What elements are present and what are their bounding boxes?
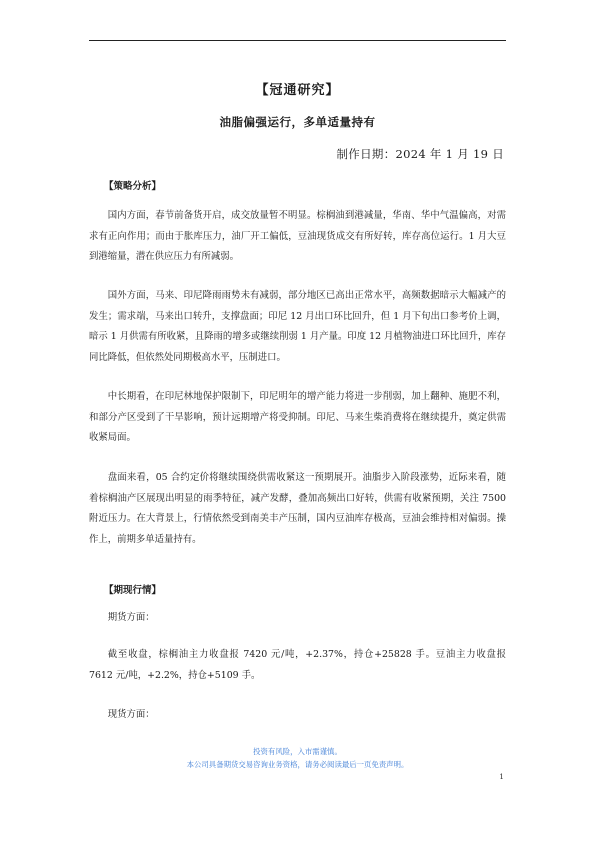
footer-risk-warning: 投资有风险，入市需谨慎。 <box>253 747 342 756</box>
report-title: 【冠通研究】 <box>255 83 340 98</box>
page-number: 1 <box>499 772 504 781</box>
strategy-paragraph-2: 国外方面，马来、印尼降雨雨势未有减弱，部分地区已高出正常水平，高频数据暗示大幅减产的发生；需求端，马来出口转升，支撑盘面；印尼 12 月出口环比回升，但 1 月下旬出口参考价上调，暗示 1 月供需有所收紧，且降雨的增多或继续削弱 1 月产量。印度 12 月植物油进口环比回升，库存同比降低，但依然处同期极高水平，压制进口。 <box>89 290 506 363</box>
section-heading-market: 【期现行情】 <box>104 585 162 596</box>
footer-disclaimer: 本公司具备期货交易咨询业务资格，请务必阅读最后一页免责声明。 <box>186 760 409 769</box>
strategy-paragraph-1: 国内方面，春节前备货开启，成交放量暂不明显。棕榈油到港减量，华南、华中气温偏高，对需求有正向作用；而由于胀库压力，油厂开工偏低，豆油现货成交有所好转，库存高位运行。1 月大豆到港缩量，潜在供应压力有所减弱。 <box>89 210 506 263</box>
strategy-paragraph-3: 中长期看，在印尼林地保护限制下，印尼明年的增产能力将进一步削弱，加上翻种、施肥不利，和部分产区受到了干旱影响，预计远期增产将受抑制。印尼、马来生柴消费将在继续提升，奠定供需收紧局面。 <box>89 391 506 444</box>
spot-label: 现货方面： <box>107 709 155 720</box>
section-heading-strategy: 【策略分析】 <box>104 181 162 192</box>
header-rule <box>89 40 506 41</box>
strategy-paragraph-4: 盘面来看，05 合约定价将继续围绕供需收紧这一预期展开。油脂步入阶段涨势，近际来看，随着棕榈油产区展现出明显的雨季特征，减产发酵，叠加高频出口好转，供需有收紧预期，关注 7500 附近压力。在大背景上，行情依然受到南美丰产压制，国内豆油库存极高，豆油会维持相对偏弱。操作上，前期多单适量持有。 <box>89 472 506 545</box>
futures-text: 截至收盘，棕榈油主力收盘报 7420 元/吨，+2.37%，持仓+25828 手。豆油主力收盘报 7612 元/吨，+2.2%，持仓+5109 手。 <box>89 649 506 681</box>
report-subtitle: 油脂偏强运行，多单适量持有 <box>219 115 376 129</box>
futures-label: 期货方面： <box>107 612 155 623</box>
report-date: 制作日期：2024 年 1 月 19 日 <box>336 147 504 161</box>
